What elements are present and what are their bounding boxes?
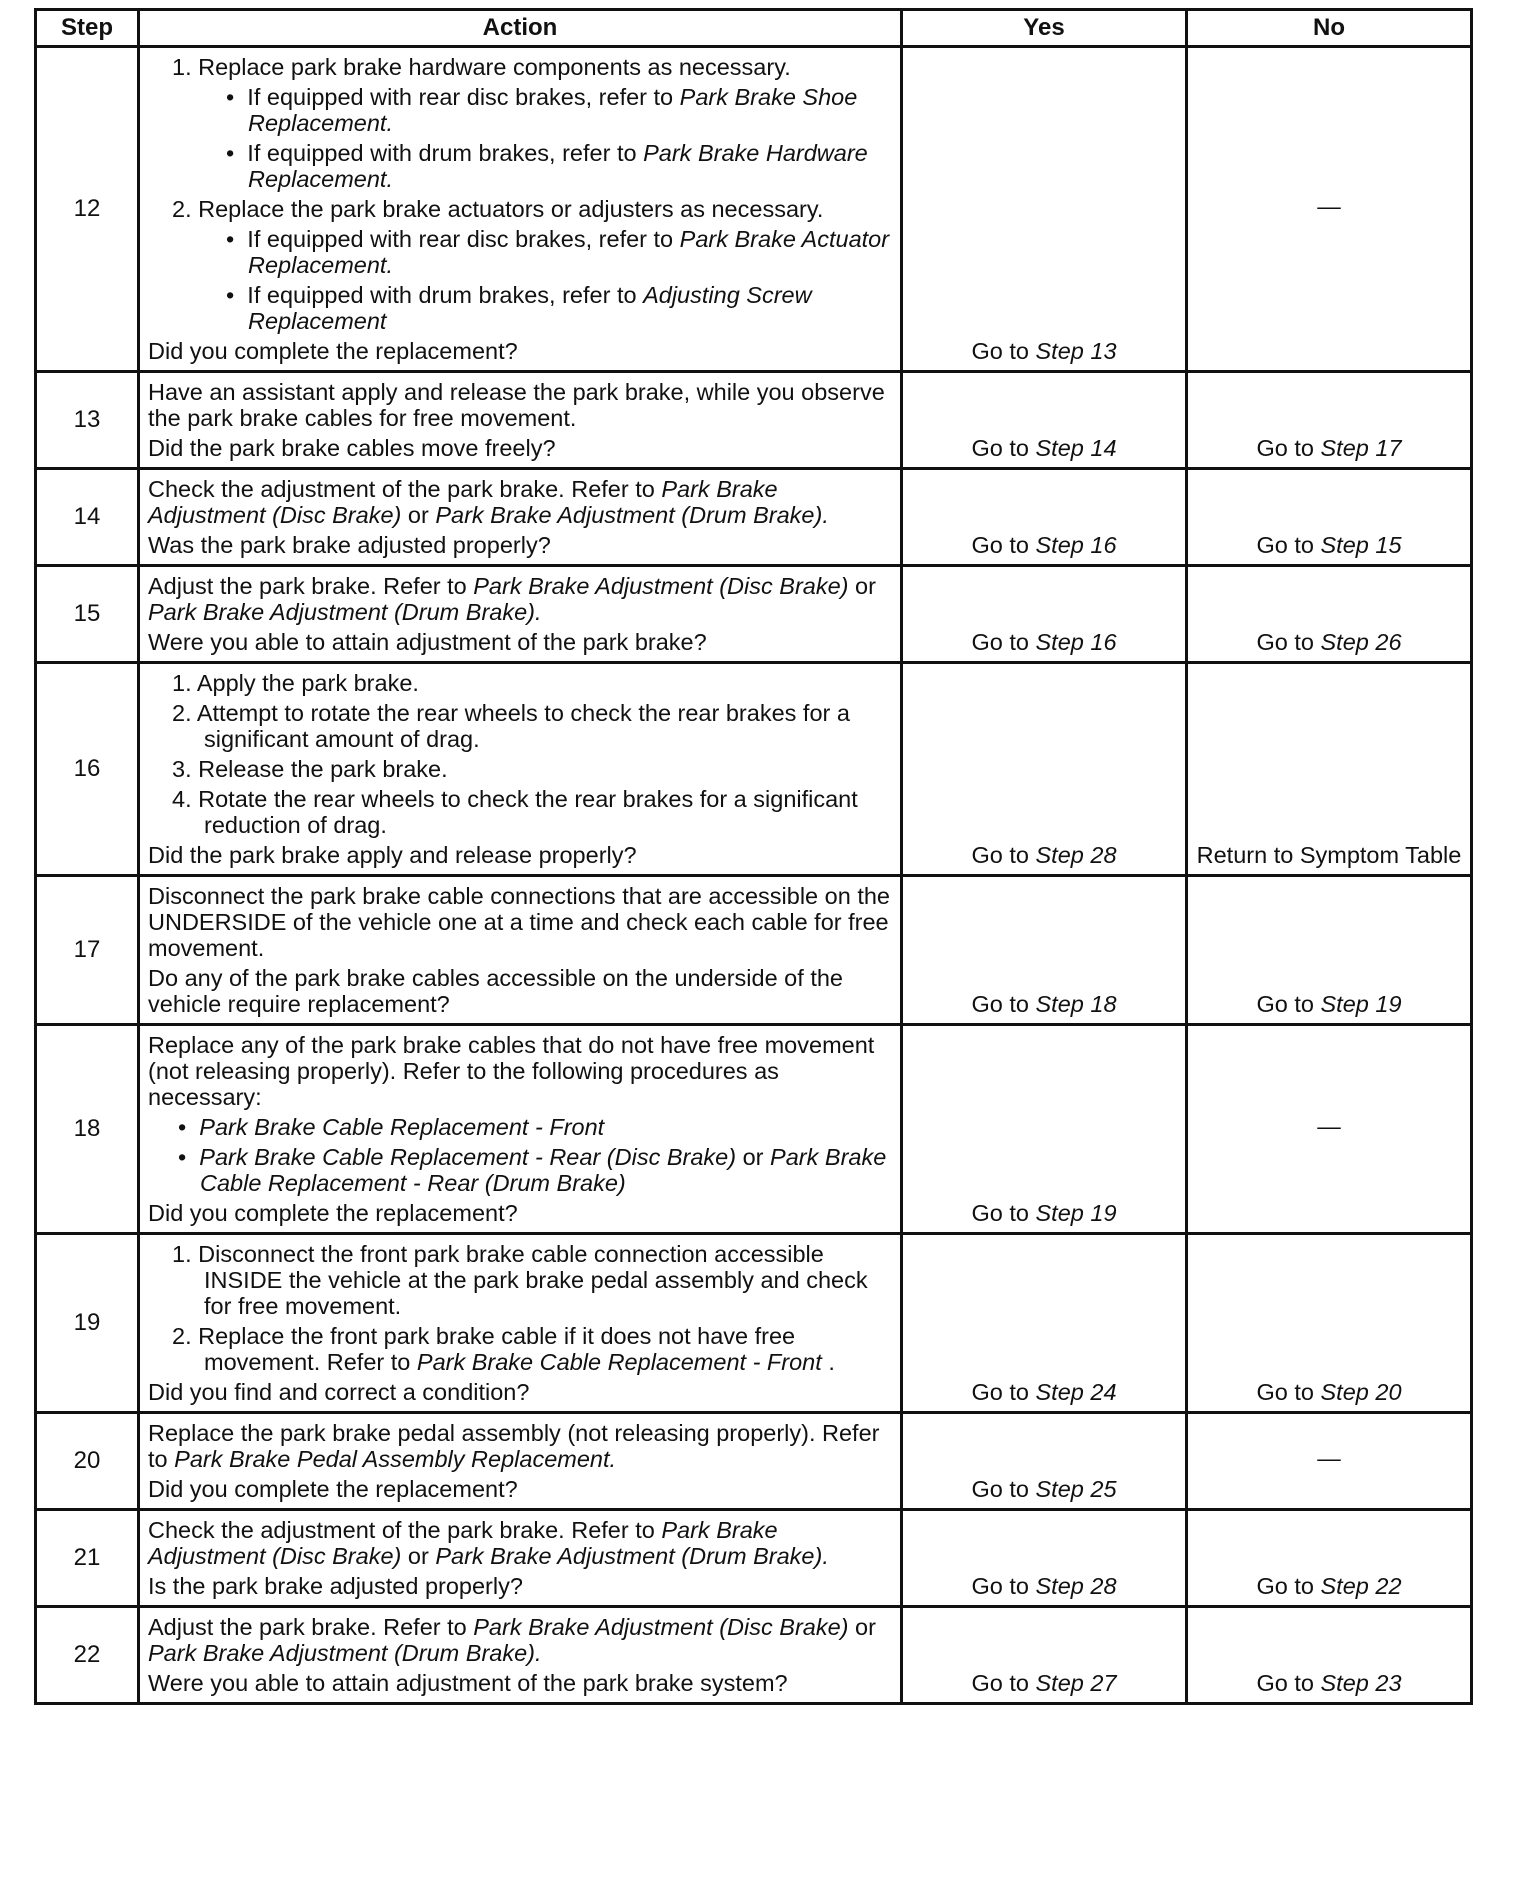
step-link: Step 19 [1035,1200,1117,1226]
step-number: 21 [36,1510,139,1607]
yes-cell: Go to Step 24 [902,1234,1187,1413]
table-row [36,1025,1472,1234]
action-cell [139,372,902,469]
table-row [36,876,1472,1025]
step-link: Step 17 [1320,435,1402,461]
step-link: Step 25 [1035,1476,1117,1502]
step-number: 18 [36,1025,139,1234]
action-cell [139,1607,902,1704]
list-item: 1. Disconnect the front park brake cable connection accessible INSIDE the vehicle at the park brake pedal assembly and check for free movement. [172,1241,868,1319]
action-text: Adjust the park brake. Refer to Park Brake Adjustment (Disc Brake) or Park Brake Adjustment (Drum Brake). [148,1614,876,1666]
table-row [36,663,1472,876]
procedure-reference: Park Brake Cable Replacement - Rear (Drum Brake) [200,1144,887,1196]
yes-cell: Go to Step 14 [902,372,1187,469]
yes-cell: Go to Step 19 [902,1025,1187,1234]
no-cell: Return to Symptom Table [1187,663,1472,876]
step-link: Step 16 [1035,532,1117,558]
table-row [36,1607,1472,1704]
step-number: 20 [36,1413,139,1510]
no-cell: Go to Step 26 [1187,566,1472,663]
yes-cell: Go to Step 16 [902,566,1187,663]
step-number: 15 [36,566,139,663]
step-link: Step 20 [1320,1379,1402,1405]
list-item [148,1114,892,1140]
list-item: 1. Replace park brake hardware components as necessary. [172,54,791,80]
procedure-reference: Park Brake Adjustment (Drum Brake). [148,1640,542,1666]
step-link: Step 14 [1035,435,1117,461]
yes-cell: Go to Step 25 [902,1413,1187,1510]
procedure-reference: Park Brake Cable Replacement - Front [416,1349,822,1375]
action-text: Disconnect the park brake cable connections that are accessible on the UNDERSIDE of the vehicle one at a time and check each cable for free movement. [148,883,890,961]
no-cell: Go to Step 15 [1187,469,1472,566]
step-number: 17 [36,876,139,1025]
step-link: Step 15 [1320,532,1402,558]
yes-cell: Go to Step 27 [902,1607,1187,1704]
header-action: Action [139,10,902,47]
step-number: 13 [36,372,139,469]
procedure-reference: Park Brake Actuator Replacement. [248,226,890,278]
procedure-reference: Park Brake Adjustment (Drum Brake). [435,502,829,528]
action-cell [139,1025,902,1234]
yes-cell: Go to Step 13 [902,47,1187,372]
step-number: 22 [36,1607,139,1704]
procedure-reference: Park Brake Adjustment (Disc Brake) [473,573,849,599]
procedure-reference: Park Brake Adjustment (Disc Brake) [148,476,778,528]
step-number: 19 [36,1234,139,1413]
step-link: Step 28 [1035,1573,1117,1599]
procedure-reference: Park Brake Adjustment (Disc Brake) [148,1517,778,1569]
list-item: 2. Replace the front park brake cable if it does not have free movement. Refer to Park Brake Cable Replacement - Front . [172,1323,835,1375]
procedure-reference: Park Brake Adjustment (Drum Brake). [148,599,542,625]
list-item: • If equipped with rear disc brakes, refer to Park Brake Shoe Replacement. [148,84,892,136]
list-item: • If equipped with drum brakes, refer to Park Brake Hardware Replacement. [148,140,892,192]
no-cell: — [1187,47,1472,372]
list-item: 2. Replace the park brake actuators or adjusters as necessary. [172,196,824,222]
table-row [36,1234,1472,1413]
procedure-reference: Park Brake Cable Replacement - Front [199,1114,605,1140]
yes-cell: Go to Step 28 [902,663,1187,876]
step-link: Step 19 [1320,991,1402,1017]
question-text: Was the park brake adjusted properly? [148,532,551,558]
step-number: 16 [36,663,139,876]
action-cell [139,1510,902,1607]
question-text: Do any of the park brake cables accessible on the underside of the vehicle require replacement? [148,965,843,1017]
table-row [36,1413,1472,1510]
yes-cell: Go to Step 28 [902,1510,1187,1607]
step-link: Step 28 [1035,842,1117,868]
no-cell: Go to Step 17 [1187,372,1472,469]
action-text: Check the adjustment of the park brake. Refer to Park Brake Adjustment (Disc Brake) or Park Brake Adjustment (Drum Brake). [148,476,829,528]
question-text: Were you able to attain adjustment of the park brake? [148,629,707,655]
step-number: 12 [36,47,139,372]
step-link: Step 18 [1035,991,1117,1017]
question-text: Did the park brake apply and release properly? [148,842,637,868]
question-text: Were you able to attain adjustment of the park brake system? [148,1670,788,1696]
question-text: Did you find and correct a condition? [148,1379,530,1405]
action-cell [139,1234,902,1413]
procedure-reference: Park Brake Pedal Assembly Replacement. [174,1446,617,1472]
action-text: Check the adjustment of the park brake. Refer to Park Brake Adjustment (Disc Brake) or Park Brake Adjustment (Drum Brake). [148,1517,829,1569]
question-text: Did you complete the replacement? [148,1476,518,1502]
table-row [36,1510,1472,1607]
step-link: Step 13 [1035,338,1117,364]
action-cell [139,47,902,372]
step-link: Step 26 [1320,629,1402,655]
list-item: • If equipped with drum brakes, refer to Adjusting Screw Replacement [148,282,892,334]
question-text: Did you complete the replacement? [148,338,518,364]
action-cell [139,663,902,876]
no-cell: Go to Step 19 [1187,876,1472,1025]
action-text: Replace any of the park brake cables that do not have free movement (not releasing properly). Refer to the following procedures as necessary: [148,1032,875,1110]
action-text: Have an assistant apply and release the park brake, while you observe the park brake cables for free movement. [148,379,885,431]
no-cell: Go to Step 23 [1187,1607,1472,1704]
no-cell: — [1187,1413,1472,1510]
no-cell: Go to Step 20 [1187,1234,1472,1413]
step-link: Step 22 [1320,1573,1402,1599]
list-item: • If equipped with rear disc brakes, refer to Park Brake Actuator Replacement. [148,226,892,278]
no-cell: — [1187,1025,1472,1234]
step-link: Step 23 [1320,1670,1402,1696]
list-item: 1. Apply the park brake. [172,670,419,696]
procedure-reference: Park Brake Adjustment (Disc Brake) [473,1614,849,1640]
table-row [36,469,1472,566]
procedure-reference: Park Brake Cable Replacement - Rear (Disc Brake) [199,1144,737,1170]
yes-cell: Go to Step 18 [902,876,1187,1025]
list-item: 2. Attempt to rotate the rear wheels to check the rear brakes for a significant amount of drag. [172,700,850,752]
question-text: Is the park brake adjusted properly? [148,1573,523,1599]
diagnostic-table [34,8,1473,1705]
action-text: Replace the park brake pedal assembly (not releasing properly). Refer to Park Brake Pedal Assembly Replacement. [148,1420,880,1472]
question-text: Did the park brake cables move freely? [148,435,556,461]
procedure-reference: Park Brake Hardware Replacement. [248,140,868,192]
yes-cell: Go to Step 16 [902,469,1187,566]
procedure-reference: Park Brake Adjustment (Drum Brake). [435,1543,829,1569]
procedure-reference: Park Brake Shoe Replacement. [248,84,858,136]
step-link: Step 24 [1035,1379,1117,1405]
procedure-reference: Adjusting Screw Replacement [248,282,812,334]
action-cell [139,876,902,1025]
table-row [36,47,1472,372]
list-item: 4. Rotate the rear wheels to check the rear brakes for a significant reduction of drag. [172,786,858,838]
header-row [36,10,1472,47]
step-link: Step 16 [1035,629,1117,655]
table-row [36,566,1472,663]
action-cell [139,1413,902,1510]
header-step: Step [36,10,139,47]
step-number: 14 [36,469,139,566]
action-cell [139,566,902,663]
question-text: Did you complete the replacement? [148,1200,518,1226]
no-cell: Go to Step 22 [1187,1510,1472,1607]
action-cell [139,469,902,566]
header-yes: Yes [902,10,1187,47]
list-item: 3. Release the park brake. [172,756,448,782]
action-text: Adjust the park brake. Refer to Park Brake Adjustment (Disc Brake) or Park Brake Adjustment (Drum Brake). [148,573,876,625]
table-row [36,372,1472,469]
list-item: • Park Brake Cable Replacement - Rear (Disc Brake) or Park Brake Cable Replacement - Rear (Drum Brake) [148,1144,892,1196]
header-no: No [1187,10,1472,47]
step-link: Step 27 [1035,1670,1117,1696]
